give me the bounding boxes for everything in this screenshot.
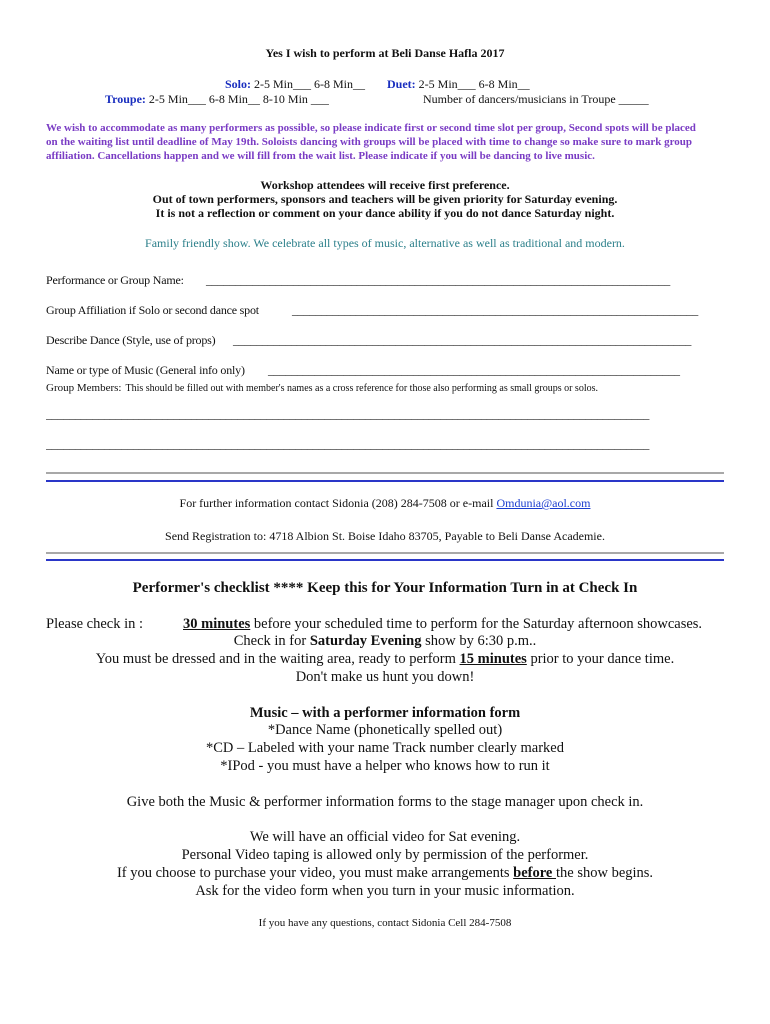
solo-label: Solo:: [225, 77, 252, 91]
affiliation-field[interactable]: ______________________________________________________________________: [292, 303, 699, 317]
notice-line-2: on the waiting list until deadline of May 19th. Soloists dancing with groups will be placed with time to change so make sure to mark group: [46, 136, 692, 148]
members-label: Group Members:: [46, 382, 122, 394]
group-name-label: Performance or Group Name:: [46, 273, 184, 287]
duet-option: [387, 77, 530, 92]
solo-text: 2-5 Min___ 6-8 Min__: [254, 77, 366, 91]
video-line-3-pre: If you choose to purchase your video, you must make arrangements: [116, 865, 514, 881]
music-label: Name or type of Music (General info only): [46, 363, 245, 377]
members-field-2[interactable]: ________________________________________________________________________________________________________: [46, 437, 650, 451]
video-line-3: [0, 865, 770, 882]
describe-label: Describe Dance (Style, use of props): [46, 333, 216, 347]
checkin-evening-line: [0, 633, 770, 650]
checkin-evening-post: show by 6:30 p.m..: [421, 633, 537, 649]
music-item-1: *Dance Name (phonetically spelled out): [267, 722, 503, 738]
minutes-30: 30 minutes: [183, 616, 251, 632]
video-line-3-post: the show begins.: [556, 865, 654, 881]
priority-line-2: Out of town performers, sponsors and teachers will be given priority for Saturday evening.: [152, 192, 618, 206]
affiliation-label: Group Affiliation if Solo or second dance spot: [46, 303, 259, 317]
duet-label: Duet:: [387, 77, 416, 91]
contact-line: [0, 496, 770, 511]
checkin-evening-pre: Check in for: [233, 633, 310, 649]
notice-line-1: We wish to accommodate as many performers as possible, so please indicate first or second time slot per group, Second spots will be placed: [46, 122, 696, 134]
checkin-30-text: before your scheduled time to perform for the Saturday afternoon showcases.: [250, 616, 703, 632]
music-section-title: Music – with a performer information form: [249, 705, 521, 721]
family-note: Family friendly show. We celebrate all types of music, alternative as well as traditional and modern.: [145, 236, 625, 250]
minutes-15: 15 minutes: [459, 651, 527, 667]
email-link[interactable]: Omdunia@aol.com: [496, 496, 591, 510]
dressed-post: prior to your dance time.: [526, 651, 675, 667]
members-field-1[interactable]: ________________________________________________________________________________________________________: [46, 407, 650, 421]
solo-option: [225, 77, 365, 92]
music-field[interactable]: _______________________________________________________________________: [268, 363, 680, 377]
send-registration: Send Registration to: 4718 Albion St. Boise Idaho 83705, Payable to Beli Danse Academie.: [165, 529, 605, 543]
video-line-2: Personal Video taping is allowed only by permission of the performer.: [181, 847, 589, 863]
dressed-line: [0, 651, 770, 668]
music-item-3: *IPod - you must have a helper who knows how to run it: [220, 758, 550, 774]
dressed-pre: You must be dressed and in the waiting area, ready to perform: [95, 651, 460, 667]
hunt-line: Don't make us hunt you down!: [295, 669, 475, 685]
troupe-option: [105, 92, 329, 107]
questions-line: If you have any questions, contact Sidonia Cell 284-7508: [258, 917, 512, 929]
please-check-label: Please check in :: [46, 616, 144, 632]
dancers-count: Number of dancers/musicians in Troupe _____: [423, 92, 649, 106]
priority-line-1: Workshop attendees will receive first preference.: [260, 178, 510, 192]
contact-text: For further information contact Sidonia (208) 284-7508 or e-mail: [179, 496, 497, 510]
notice-line-3: affiliation. Cancellations happen and we will fill from the wait list. Please indicate if you will be dancing to live music.: [46, 150, 595, 162]
checkin-30-line: [183, 616, 702, 633]
video-line-4: Ask for the video form when you turn in your music information.: [195, 883, 575, 899]
troupe-text: 2-5 Min___ 6-8 Min__ 8-10 Min ___: [148, 92, 329, 106]
page-title: Yes I wish to perform at Beli Danse Hafla 2017: [265, 46, 505, 60]
music-item-2: *CD – Labeled with your name Track number clearly marked: [206, 740, 564, 756]
checklist-title: Performer's checklist **** Keep this for Your Information Turn in at Check In: [132, 580, 638, 596]
saturday-evening: Saturday Evening: [309, 633, 422, 649]
before-word: before: [513, 865, 556, 881]
members-row: [46, 378, 598, 396]
video-line-1: We will have an official video for Sat evening.: [249, 829, 521, 845]
divider-gray-1: [46, 472, 724, 474]
give-both-line: Give both the Music & performer information forms to the stage manager upon check in.: [126, 794, 644, 810]
duet-text: 2-5 Min___ 6-8 Min__: [418, 77, 530, 91]
priority-line-3: It is not a reflection or comment on your dance ability if you do not dance Saturday night.: [155, 206, 615, 220]
divider-gray-2: [46, 552, 724, 554]
divider-blue-1: [46, 480, 724, 482]
group-name-field[interactable]: ________________________________________________________________________________: [206, 273, 671, 287]
troupe-label: Troupe:: [105, 92, 146, 106]
describe-field[interactable]: _______________________________________________________________________________: [233, 333, 692, 347]
divider-blue-2: [46, 559, 724, 561]
members-note: This should be filled out with member's names as a cross reference for those also performing as small groups or solos.: [125, 383, 598, 394]
